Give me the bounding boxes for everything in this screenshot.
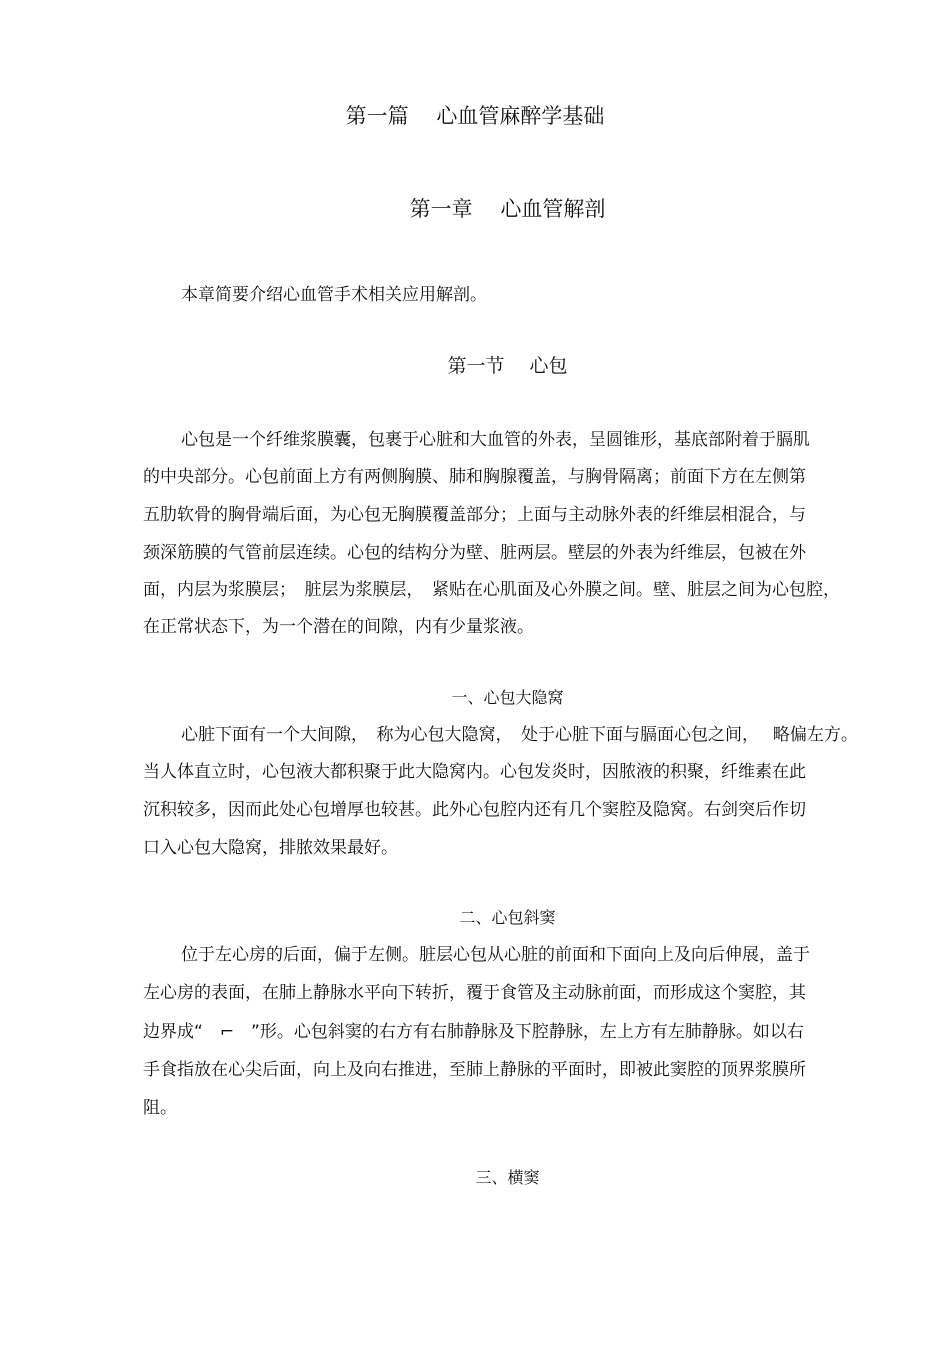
section-paragraph-line: 的中央部分。心包前面上方有两侧胸膜、肺和胸腺覆盖，与胸骨隔离；前面下方在左侧第 xyxy=(143,467,806,487)
section-paragraph-line: 面，内层为浆膜层； 脏层为浆膜层， 紧贴在心肌面及心外膜之间。壁、脏层之间为心包腔， xyxy=(143,580,840,600)
subsection-paragraph-line: 位于左心房的后面，偏于左侧。脏层心包从心脏的前面和下面向上及向后伸展，盖于 xyxy=(181,945,810,965)
subsection-paragraph-line: 左心房的表面，在肺上静脉水平向下转折，覆于食管及主动脉前面，而形成这个窦腔，其 xyxy=(143,983,806,1003)
subsection-title: 二、心包斜窦 xyxy=(459,908,556,927)
chapter-title: 第一章 心血管解剖 xyxy=(409,197,606,221)
subsection-paragraph-line: 手食指放在心尖后面，向上及向右推进，至肺上静脉的平面时，即被此窦腔的顶界浆膜所 xyxy=(143,1060,806,1080)
section-title: 第一节 心包 xyxy=(447,355,568,377)
subsection-paragraph-line: 阻。 xyxy=(143,1098,177,1118)
chapter-intro: 本章简要介绍心血管手术相关应用解剖。 xyxy=(181,285,487,305)
subsection-title: 三、横窦 xyxy=(475,1168,540,1187)
subsection-paragraph-line: 当人体直立时，心包液大都积聚于此大隐窝内。心包发炎时，因脓液的积聚，纤维素在此 xyxy=(143,762,806,782)
subsection-paragraph-line: 心脏下面有一个大间隙， 称为心包大隐窝， 处于心脏下面与膈面心包之间， 略偏左方。 xyxy=(181,725,858,745)
section-paragraph-line: 在正常状态下，为一个潜在的间隙，内有少量浆液。 xyxy=(143,617,534,637)
subsection-paragraph-line: 口入心包大隐窝，排脓效果最好。 xyxy=(143,838,398,858)
part-title: 第一篇 心血管麻醉学基础 xyxy=(345,104,605,128)
subsection-paragraph-line: 沉积较多，因而此处心包增厚也较甚。此外心包腔内还有几个窦腔及隐窝。右剑突后作切 xyxy=(143,800,806,820)
section-paragraph-line: 颈深筋膜的气管前层连续。心包的结构分为壁、脏两层。壁层的外表为纤维层，包被在外 xyxy=(143,543,806,563)
section-paragraph-line: 五肋软骨的胸骨端后面，为心包无胸膜覆盖部分；上面与主动脉外表的纤维层相混合，与 xyxy=(143,505,806,525)
subsection-paragraph-line: 边界成“ ⌐ ”形。心包斜窦的右方有右肺静脉及下腔静脉，左上方有左肺静脉。如以右 xyxy=(143,1022,804,1042)
subsection-title: 一、心包大隐窝 xyxy=(451,688,564,707)
section-paragraph-line: 心包是一个纤维浆膜囊，包裹于心脏和大血管的外表，呈圆锥形，基底部附着于膈肌 xyxy=(181,430,810,450)
